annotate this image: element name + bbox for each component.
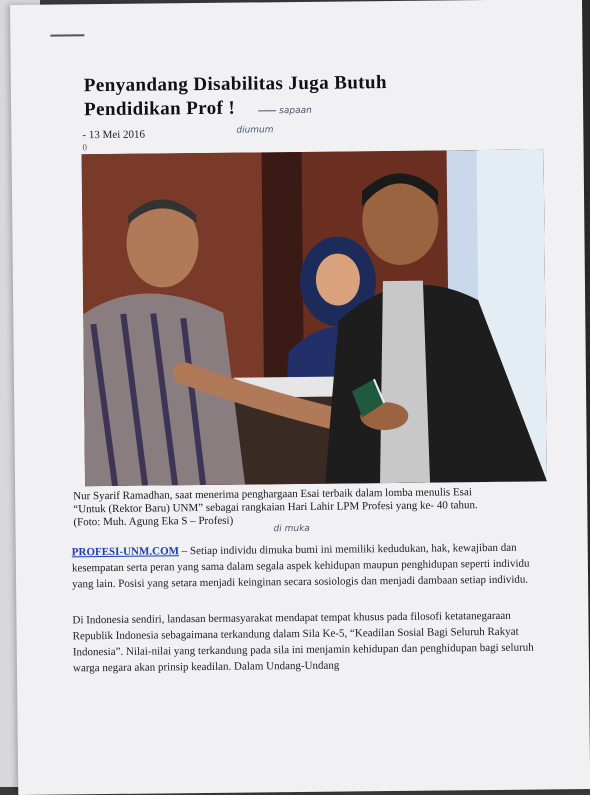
handwritten-note-title-1: sapaan (279, 105, 312, 117)
stray-mark: 0 (82, 142, 88, 153)
paragraph-1-text: – Setiap individu dimuka bumi ini memiliki kedudukan, hak, kewajiban dan kesempatan serta peran yang sama dalam segala aspek kehidupan maupun penghidupan seperti individu yang lain. Posisi yang setara menjadi keinginan secara sosiologis dan menjadi dambaan setiap individu. (71, 541, 530, 591)
handwritten-note-title-2: diumum (236, 125, 274, 136)
handwritten-note-caption: di muka (273, 523, 310, 535)
caption-line-3: (Foto: Muh. Agung Eka S – Profesi) (73, 514, 234, 529)
caption-line-2: “Untuk (Rektor Baru) UNM” sebagai rangkaian Hari Lahir LPM Profesi yang ke- 40 tahun. (73, 499, 478, 516)
article-title (84, 70, 464, 122)
article-date: - 13 Mei 2016 (82, 128, 146, 142)
page-edge-mark (50, 34, 84, 36)
article-paragraph-1 (72, 539, 547, 592)
article-paragraph-2: Di Indonesia sendiri, landasan bermasyarakat mendapat tempat khusus pada filosofi ketatanegaraan Republik Indonesia sebagaimana terkandung dalam Sila Ke-5, “Keadilan Sosial Bagi Seluruh Rakyat Indonesia”. Nilai-nilai yang terkandung pada sila ini menjamin kehidupan dan penghidupan bagi seluruh warga negara akan prinsip keadilan. Dalam Undang-Undang (72, 609, 534, 675)
title-line-2: Pendidikan Prof ! (84, 97, 236, 121)
title-line-1: Penyandang Disabilitas Juga Butuh (83, 72, 388, 97)
printed-paper-sheet (10, 0, 590, 795)
photo-caption (73, 485, 543, 529)
source-link[interactable]: PROFESI-UNM.COM (71, 545, 180, 559)
handwritten-arrow (258, 110, 276, 111)
caption-line-1: Nur Syarif Ramadhan, saat menerima penghargaan Esai terbaik dalam lomba menulis Esai (73, 486, 472, 503)
award-ceremony-photo-illustration (82, 149, 547, 486)
article-photo (82, 149, 547, 486)
